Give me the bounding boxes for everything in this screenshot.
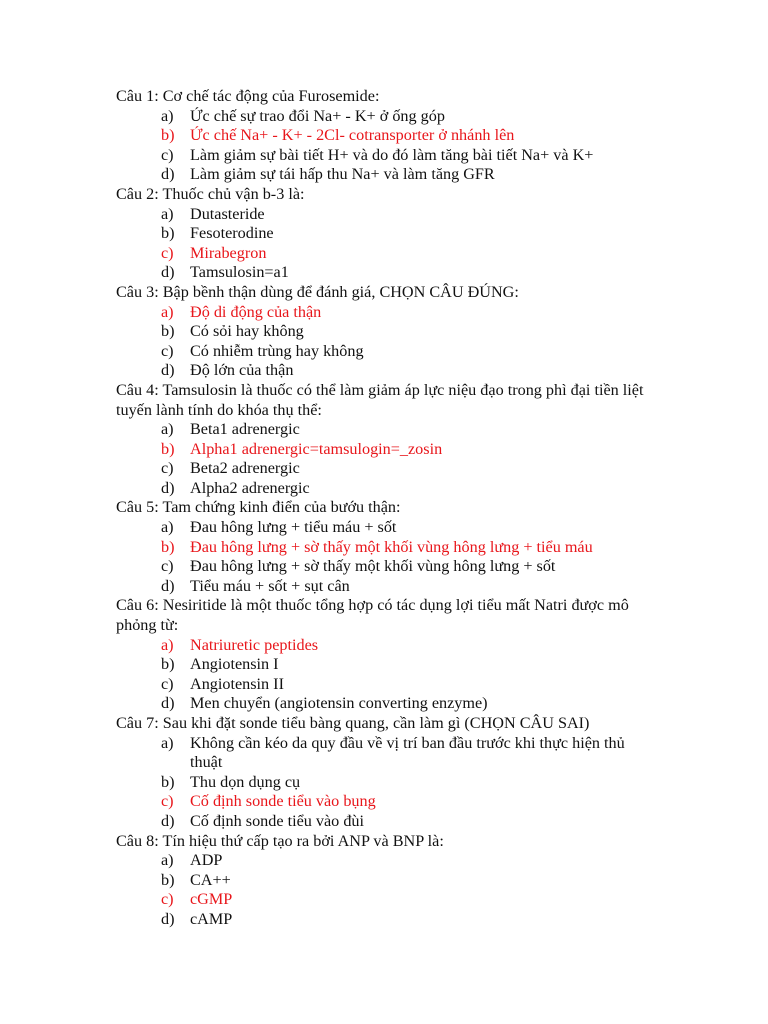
question-5 [116, 498, 656, 596]
option-c [116, 557, 656, 577]
option-text: Đau hông lưng + sờ thấy một khối vùng hông lưng + sốt [190, 557, 556, 576]
option-c-correct [116, 890, 656, 910]
option-letter: a) [161, 302, 174, 321]
option-a-correct [116, 636, 656, 656]
option-c [116, 146, 656, 166]
option-list [116, 734, 656, 832]
option-letter: b) [161, 322, 175, 341]
option-b [116, 322, 656, 342]
option-text: Ức chế sự trao đổi Na+ - K+ ở ống góp [190, 106, 445, 125]
option-letter: d) [161, 694, 175, 713]
question-6 [116, 596, 656, 714]
option-d [116, 694, 656, 714]
option-text: Không cần kéo da quy đầu về vị trí ban đầu trước khi thực hiện thủ thuật [190, 733, 625, 772]
option-letter: c) [161, 145, 174, 164]
option-letter: d) [161, 361, 175, 380]
option-letter: c) [161, 243, 174, 262]
option-text: CA++ [190, 870, 231, 889]
option-text: Làm giảm sự bài tiết H+ và do đó làm tăng bài tiết Na+ và K+ [190, 145, 594, 164]
option-text: Natriuretic peptides [190, 635, 319, 654]
option-text: Độ lớn của thận [190, 361, 294, 380]
option-letter: c) [161, 792, 174, 811]
question-text: Câu 4: Tamsulosin là thuốc có thể làm giảm áp lực niệu đạo trong phì đại tiền liệt tuyến lành tính do khóa thụ thể: [116, 380, 644, 419]
option-text: Độ di động của thận [190, 302, 322, 321]
option-text: Ức chế Na+ - K+ - 2Cl- cotransporter ở nhánh lên [190, 126, 515, 145]
option-text: Men chuyển (angiotensin converting enzyme) [190, 694, 488, 713]
question-text: Câu 1: Cơ chế tác động của Furosemide: [116, 87, 380, 105]
option-letter: b) [161, 537, 175, 556]
option-d [116, 577, 656, 597]
option-text: Đau hông lưng + sờ thấy một khối vùng hông lưng + tiểu máu [190, 537, 593, 556]
question-text: Câu 5: Tam chứng kinh điển của bướu thận: [116, 498, 401, 517]
option-d [116, 910, 656, 930]
option-letter: d) [161, 576, 175, 595]
option-letter: c) [161, 890, 174, 909]
option-text: Có sỏi hay không [190, 322, 304, 341]
question-text: Câu 2: Thuốc chủ vận b-3 là: [116, 184, 305, 203]
option-list [116, 518, 656, 596]
option-d [116, 479, 656, 499]
option-d [116, 361, 656, 381]
option-letter: a) [161, 204, 174, 223]
option-letter: a) [161, 851, 174, 870]
option-c-correct [116, 792, 656, 812]
option-letter: a) [161, 635, 174, 654]
question-7 [116, 714, 656, 832]
option-text: Beta2 adrenergic [190, 459, 300, 478]
option-b-correct [116, 126, 656, 146]
option-a [116, 734, 656, 773]
option-letter: d) [161, 909, 175, 928]
option-letter: d) [161, 165, 175, 184]
option-text: Thu dọn dụng cụ [190, 772, 301, 791]
option-text: cAMP [190, 909, 233, 928]
option-letter: d) [161, 811, 175, 830]
option-c [116, 675, 656, 695]
option-letter: b) [161, 439, 175, 458]
question-8 [116, 832, 656, 930]
option-text: Đau hông lưng + tiểu máu + sốt [190, 518, 397, 537]
option-list [116, 420, 656, 498]
option-a [116, 205, 656, 225]
option-letter: d) [161, 263, 175, 282]
option-letter: b) [161, 126, 175, 145]
option-c-correct [116, 244, 656, 264]
option-a [116, 851, 656, 871]
option-text: Dutasteride [190, 204, 265, 223]
option-list [116, 303, 656, 381]
option-letter: b) [161, 224, 175, 243]
option-b [116, 773, 656, 793]
option-letter: b) [161, 655, 175, 674]
option-a-correct [116, 303, 656, 323]
option-letter: b) [161, 772, 175, 791]
option-letter: c) [161, 557, 174, 576]
option-text: cGMP [190, 890, 233, 909]
option-b [116, 871, 656, 891]
option-list [116, 636, 656, 714]
option-text: Fesoterodine [190, 224, 274, 243]
option-c [116, 459, 656, 479]
option-b [116, 224, 656, 244]
option-a [116, 107, 656, 127]
question-text: Câu 3: Bập bềnh thận dùng để đánh giá, CHỌN CÂU ĐÚNG: [116, 282, 519, 301]
option-letter: a) [161, 733, 174, 752]
option-letter: d) [161, 478, 175, 497]
option-letter: c) [161, 341, 174, 360]
option-text: Mirabegron [190, 243, 267, 262]
option-c [116, 342, 656, 362]
question-1 [116, 87, 656, 185]
option-list [116, 205, 656, 283]
option-d [116, 165, 656, 185]
option-text: Cố định sonde tiểu vào đùi [190, 811, 364, 830]
option-a [116, 420, 656, 440]
option-b-correct [116, 538, 656, 558]
option-text: ADP [190, 851, 223, 870]
question-2 [116, 185, 656, 283]
option-b-correct [116, 440, 656, 460]
option-text: Beta1 adrenergic [190, 420, 300, 439]
question-4 [116, 381, 656, 499]
option-a [116, 518, 656, 538]
option-text: Angiotensin I [190, 655, 279, 674]
question-text: Câu 6: Nesiritide là một thuốc tổng hợp có tác dụng lợi tiểu mất Natri được mô phỏng từ: [116, 596, 629, 635]
option-text: Angiotensin II [190, 674, 284, 693]
option-text: Tiểu máu + sốt + sụt cân [190, 576, 350, 595]
option-letter: b) [161, 870, 175, 889]
option-letter: c) [161, 674, 174, 693]
option-text: Alpha1 adrenergic=tamsulogin=_zosin [190, 439, 443, 458]
option-text: Cố định sonde tiểu vào bụng [190, 792, 376, 811]
question-text: Câu 8: Tín hiệu thứ cấp tạo ra bởi ANP và BNP là: [116, 831, 444, 850]
option-b [116, 655, 656, 675]
option-letter: a) [161, 420, 174, 439]
option-text: Làm giảm sự tái hấp thu Na+ và làm tăng GFR [190, 165, 495, 184]
option-text: Có nhiễm trùng hay không [190, 341, 364, 360]
option-letter: a) [161, 518, 174, 537]
option-letter: a) [161, 106, 174, 125]
option-list [116, 851, 656, 929]
document-page [116, 87, 656, 930]
option-text: Alpha2 adrenergic [190, 478, 310, 497]
question-3 [116, 283, 656, 381]
option-d [116, 812, 656, 832]
option-letter: c) [161, 459, 174, 478]
option-list [116, 107, 656, 185]
question-text: Câu 7: Sau khi đặt sonde tiểu bàng quang, cần làm gì (CHỌN CÂU SAI) [116, 714, 590, 732]
option-text: Tamsulosin=a1 [190, 263, 289, 282]
option-d [116, 263, 656, 283]
